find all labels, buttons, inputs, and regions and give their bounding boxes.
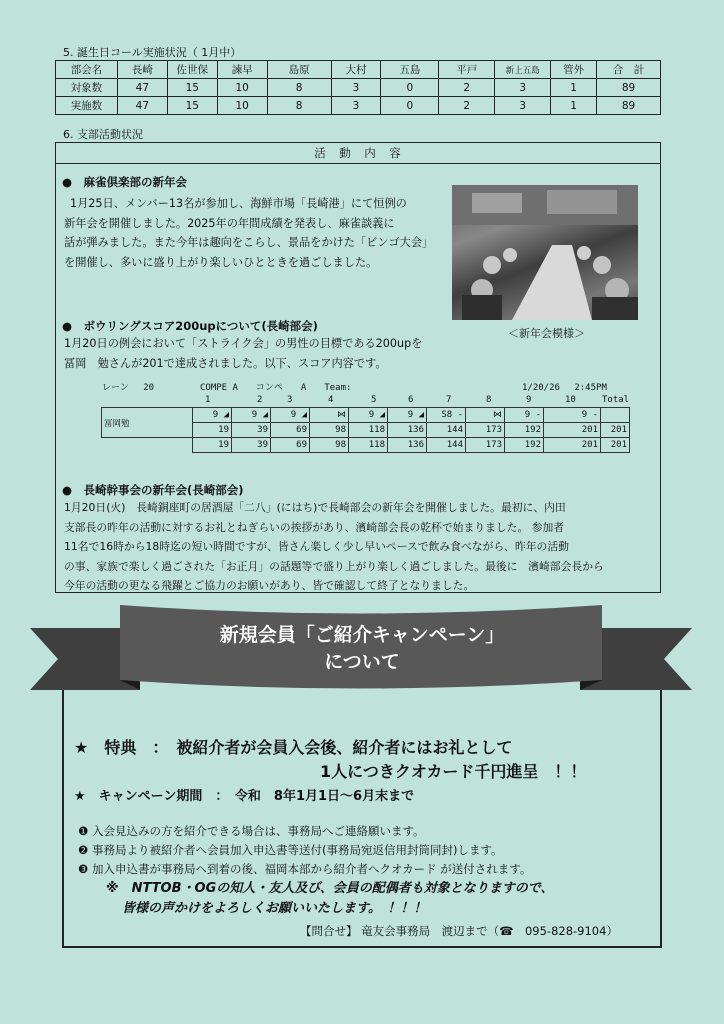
campaign-note: [106, 879, 553, 919]
kanjikai-heading: ● 長崎幹事会の新年会(長崎部会): [62, 483, 244, 497]
campaign-step: [78, 822, 531, 841]
table-row: [56, 79, 661, 97]
frame-throw: 9 -: [505, 408, 544, 423]
frame-throw: [601, 408, 630, 423]
kanjikai-paragraph: [64, 498, 656, 596]
table-cell: 89: [597, 79, 661, 97]
cumulative-score: 144: [427, 438, 466, 453]
table-cell: 対象数: [56, 79, 118, 97]
mahjong-paragraph: [64, 194, 444, 272]
table-cell: 0: [381, 79, 439, 97]
frame-throw: 9 ◢: [193, 408, 232, 423]
table-cell: 部会名: [56, 61, 118, 79]
frame-throw: 9 ◢: [232, 408, 271, 423]
table-cell: 佐世保: [167, 61, 217, 79]
frame-throw: S8 -: [427, 408, 466, 423]
paragraph-line: の事、家族で楽しく過ごされた「お正月」の話題等で盛り上がり楽しく過ごしました。最後に 濱崎部会長から: [64, 559, 604, 573]
activity-box-header: 活 動 内 容: [56, 143, 660, 164]
table-cell: 大村: [331, 61, 381, 79]
campaign-title-line: について: [324, 651, 400, 673]
score-throws-row: [102, 408, 630, 423]
benefit-line1: ★ 特典 ： 被紹介者が会員入会後、紹介者にはお礼として: [74, 738, 513, 757]
frame-number: Total: [602, 395, 630, 405]
paragraph-line: 今年の活動の更なる飛躍とご協力のお願いがあり、皆で確認して終了となりました。: [64, 579, 475, 592]
table-cell: 15: [167, 97, 217, 115]
table-cell: 8: [267, 79, 331, 97]
frame-throw: ⋈: [310, 408, 349, 423]
cumulative-score: 173: [466, 423, 505, 438]
table-header-row: [56, 61, 661, 79]
birthday-call-table: [55, 60, 661, 115]
bowling-paragraph: [64, 334, 454, 373]
mahjong-heading: ● 麻雀倶楽部の新年会: [62, 175, 188, 189]
table-cell: 2: [439, 97, 495, 115]
paragraph-line: 1月20日(火) 長崎銅座町の居酒屋「二八」(にはち)で長崎部会の新年会を開催しました。最初に、内田: [64, 501, 566, 514]
table-row: [56, 97, 661, 115]
table-cell: 3: [495, 79, 551, 97]
table-cell: 3: [495, 97, 551, 115]
frame-throw: 9 -: [544, 408, 601, 423]
note-line: ※ NTTOB・OGの知人・友人及び、会員の配偶者も対象となりますので、: [106, 881, 554, 896]
frame-throw: ⋈: [466, 408, 505, 423]
cumulative-score: 69: [271, 423, 310, 438]
paragraph-line: を開催し、多いに盛り上がり楽しいひとときを過ごしました。: [64, 255, 378, 269]
campaign-step: [78, 860, 531, 879]
campaign-steps: [78, 822, 531, 879]
section6-title: 6. 支部活動状況: [63, 128, 143, 141]
cumulative-score: 69: [271, 438, 310, 453]
step-number-icon: ❷: [78, 843, 89, 857]
step-number-icon: ❸: [78, 862, 89, 876]
table-cell: 新上五島: [495, 61, 551, 79]
table-cell: 2: [439, 79, 495, 97]
frame-number: 5: [371, 395, 377, 405]
table-cell: 47: [117, 97, 167, 115]
score-datetime: 1/20/26 2:45PM: [522, 383, 607, 393]
step-number-icon: ❶: [78, 824, 89, 838]
photo-caption: ＜新年会模様＞: [508, 327, 585, 340]
cumulative-score: 173: [466, 438, 505, 453]
cumulative-score: 136: [388, 438, 427, 453]
table-cell: 3: [331, 97, 381, 115]
frame-number: 7: [446, 395, 452, 405]
table-cell: 合 計: [597, 61, 661, 79]
frame-number: 6: [408, 395, 414, 405]
cumulative-score: 98: [310, 438, 349, 453]
bowling-score-table: [101, 407, 630, 453]
table-cell: 長崎: [117, 61, 167, 79]
contact-info: 【問合せ】 竜友会事務局 渡辺まで（☎ 095-828-9104）: [300, 924, 618, 938]
cumulative-score: 118: [349, 438, 388, 453]
table-cell: 0: [381, 97, 439, 115]
paragraph-line: 1月25日、メンバー13名が参加し、海鮮市場「長崎港」にて恒例の: [70, 197, 407, 210]
paragraph-line: 11名で16時から18時迄の短い時間ですが、皆さん楽しく少し早いペースで飲み食べながら、昨年の活動: [64, 540, 569, 553]
cumulative-score: 118: [349, 423, 388, 438]
frame-number: 8: [486, 395, 492, 405]
campaign-title: [120, 622, 604, 676]
step-text: 事務局より被紹介者へ会員加入申込書等送付(事務局宛返信用封筒同封)します。: [91, 843, 503, 857]
cumulative-score: 136: [388, 423, 427, 438]
frame-number: 1: [205, 395, 211, 405]
table-cell: 管外: [551, 61, 597, 79]
player-name: 冨岡勉: [102, 408, 193, 438]
table-cell: 10: [217, 79, 267, 97]
frame-number: 2: [257, 395, 263, 405]
cumulative-score: 19: [193, 438, 232, 453]
table-cell: 平戸: [439, 61, 495, 79]
table-cell: 89: [597, 97, 661, 115]
score-lane: レーン 20: [102, 383, 155, 393]
table-cell: 47: [117, 79, 167, 97]
cumulative-score: 98: [310, 423, 349, 438]
step-text: 加入申込書が事務局へ到着の後、福岡本部から紹介者へクオカード が送付されます。: [91, 862, 532, 876]
benefit-line2: 1人につきクオカード千円進呈 ！！: [320, 762, 587, 781]
table-cell: 五島: [381, 61, 439, 79]
table-cell: 1: [551, 79, 597, 97]
cumulative-score: 39: [232, 423, 271, 438]
cumulative-score: 144: [427, 423, 466, 438]
table-cell: 10: [217, 97, 267, 115]
table-cell: 3: [331, 79, 381, 97]
empty-cell: [102, 438, 193, 453]
note-line: 皆様の声かけをよろしくお願いいたします。 ！！！: [122, 901, 427, 916]
frame-number: 4: [328, 395, 334, 405]
score-cumulative-row-2: [102, 438, 630, 453]
campaign-step: [78, 841, 531, 860]
total-score: 201: [601, 423, 630, 438]
party-photo-image: [452, 185, 638, 320]
paragraph-line: 冨岡 勉さんが201で達成されました。以下、スコア内容です。: [64, 356, 387, 370]
frame-throw: 9 ◢: [349, 408, 388, 423]
frame-number: 3: [287, 395, 293, 405]
frame-throw: 9 ◢: [271, 408, 310, 423]
bowling-heading: ● ボウリングスコア200upについて(長崎部会): [62, 319, 318, 333]
paragraph-line: 1月20日の例会において「ストライク会」の男性の目標である200upを: [64, 337, 423, 350]
frame-number: 9: [526, 395, 532, 405]
cumulative-score: 201: [544, 438, 601, 453]
cumulative-score: 192: [505, 423, 544, 438]
cumulative-score: 201: [544, 423, 601, 438]
section5-title: 5. 誕生日コール実施状況（ 1月中）: [63, 46, 242, 59]
table-cell: 8: [267, 97, 331, 115]
table-cell: 実施数: [56, 97, 118, 115]
paragraph-line: 新年会を開催しました。2025年の年間成績を発表し、麻雀談義に: [64, 216, 395, 230]
score-compe: COMPE A コンペ A Team:: [200, 383, 352, 393]
cumulative-score: 39: [232, 438, 271, 453]
paragraph-line: 支部長の昨年の活動に対するお礼とねぎらいの挨拶があり、濱崎部会長の乾杯で始まりました。 参加者: [64, 520, 565, 534]
table-cell: 諫早: [217, 61, 267, 79]
new-year-party-photo: [452, 185, 638, 320]
table-cell: 島原: [267, 61, 331, 79]
step-text: 入会見込みの方を紹介できる場合は、事務局へご連絡願います。: [91, 824, 425, 838]
campaign-period: ★ キャンペーン期間 ： 令和 8年1月1日～6月末まで: [74, 789, 415, 804]
cumulative-score: 192: [505, 438, 544, 453]
table-cell: 1: [551, 97, 597, 115]
table-cell: 15: [167, 79, 217, 97]
paragraph-line: 話が弾みました。また今年は趣向をこらし、景品をかけた「ビンゴ大会」: [64, 236, 434, 249]
frame-throw: 9 ◢: [388, 408, 427, 423]
cumulative-score: 19: [193, 423, 232, 438]
total-score: 201: [601, 438, 630, 453]
frame-number: 10: [565, 395, 576, 405]
campaign-title-line: 新規会員「ご紹介キャンペーン」: [219, 624, 505, 646]
